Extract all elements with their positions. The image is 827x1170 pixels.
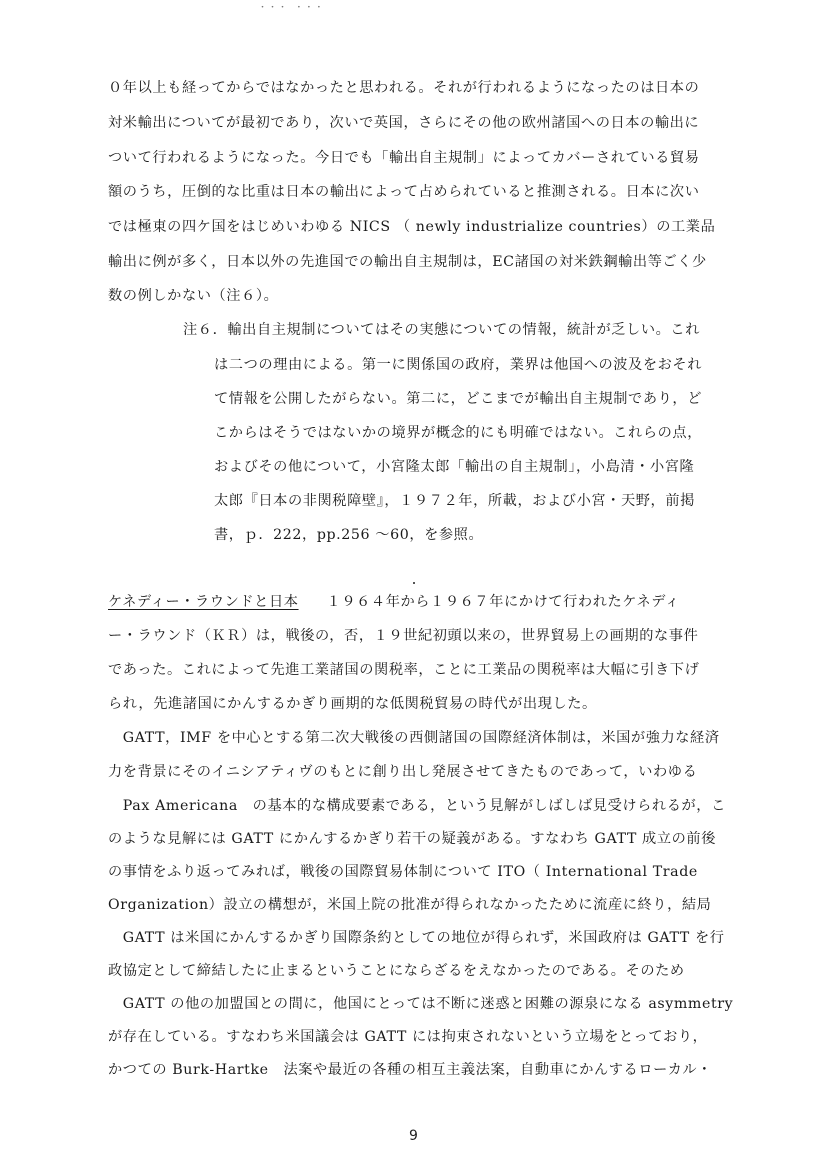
section-heading: ケネディー・ラウンドと日本	[108, 594, 299, 610]
paragraph-line: の事情をふり返ってみれば，戦後の国際貿易体制について ITO（ International Trade	[108, 864, 698, 880]
paragraph-line: Pax Americana の基本的な構成要素である，という見解がしばしば見受けられるが，こ	[108, 798, 726, 814]
section-line: であった。これによって先進工業諸国の関税率，ことに工業品の関税率は大幅に引き下げ	[108, 662, 700, 678]
footnote-line: 太郎『日本の非関税障壁』，１９７２年，所載，および小宮・天野，前掲	[214, 493, 695, 509]
paragraph-line: では極東の四ケ国をはじめいわゆる NICS （ newly industrialize countries）の工業品	[108, 219, 716, 235]
paragraph-line: GATT は米国にかんするかぎり国際条約としての地位が得られず，米国政府は GATT を行	[108, 930, 725, 946]
paragraph-line: GATT，IMF を中心とする第二次大戦後の西側諸国の国際経済体制は，米国が強力な経済	[108, 730, 720, 746]
stray-dot	[413, 582, 415, 584]
section-line: ー・ラウンド（ＫＲ）は，戦後の，否，１９世紀初頭以来の，世界貿易上の画期的な事件	[108, 628, 699, 644]
paragraph-line: 力を背景にそのイニシアティヴのもとに創り出し発展させてきたものであって，いわゆる	[108, 764, 698, 780]
top-mark: ・・・ ・・・	[258, 3, 325, 13]
paragraph-line: 輸出に例が多く，日本以外の先進国での輸出自主規制は，EC諸国の対米鉄鋼輸出等ごく少	[108, 254, 707, 270]
paragraph-line: ついて行われるようになった。今日でも「輸出自主規制」によってカバーされている貿易	[108, 150, 700, 166]
paragraph-line: Organization）設立の構想が，米国上院の批准が得られなかったために流産に終り，結局	[108, 897, 712, 913]
footnote-line: て情報を公開したがらない。第二に，どこまでが輸出自主規制であり，ど	[214, 391, 702, 407]
paragraph-line: のような見解には GATT にかんするかぎり若干の疑義がある。すなわち GATT 成立の前後	[108, 831, 717, 847]
page-number: 9	[409, 1128, 418, 1144]
paragraph-line: ０年以上も経ってからではなかったと思われる。それが行われるようになったのは日本の	[108, 80, 700, 96]
paragraph-line: 対米輸出についてが最初であり，次いで英国，さらにその他の欧州諸国への日本の輸出に	[108, 115, 700, 131]
paragraph-line: 額のうち，圧倒的な比重は日本の輸出によって占められていると推測される。日本に次い	[108, 184, 700, 200]
footnote-line: 書，ｐ．222，pp.256 ～60，を参照。	[214, 527, 484, 543]
section-intro-text: １９６４年から１９６７年にかけて行われたケネディ	[326, 594, 680, 610]
section-first-line	[108, 592, 680, 612]
paragraph-line: 数の例しかない（注６）。	[108, 288, 279, 304]
footnote-line: は二つの理由による。第一に関係国の政府，業界は他国への波及をおそれ	[214, 357, 702, 373]
paragraph-line: 政協定として締結したに止まるということにならざるをえなかったのである。そのため	[108, 963, 685, 979]
section-line: られ，先進諸国にかんするかぎり画期的な低関税貿易の時代が出現した。	[108, 696, 597, 712]
paragraph-line: GATT の他の加盟国との間に，他国にとっては不断に迷惑と困難の源泉になる asymmetry	[108, 996, 734, 1012]
footnote-line: およびその他について，小宮隆太郎「輸出の自主規制」，小島清・小宮隆	[214, 459, 695, 475]
paragraph-line: が存在している。すなわち米国議会は GATT には拘束されないという立場をとっており，	[108, 1029, 708, 1045]
footnote-line: こからはそうではないかの境界が概念的にも明確ではない。これらの点，	[214, 425, 702, 441]
footnote-heading: 注６．輸出自主規制についてはその実態についての情報，統計が乏しい。これ	[183, 322, 700, 338]
paragraph-line: かつての Burk-Hartke 法案や最近の各種の相互主義法案，自動車にかんするローカル・	[108, 1062, 712, 1078]
